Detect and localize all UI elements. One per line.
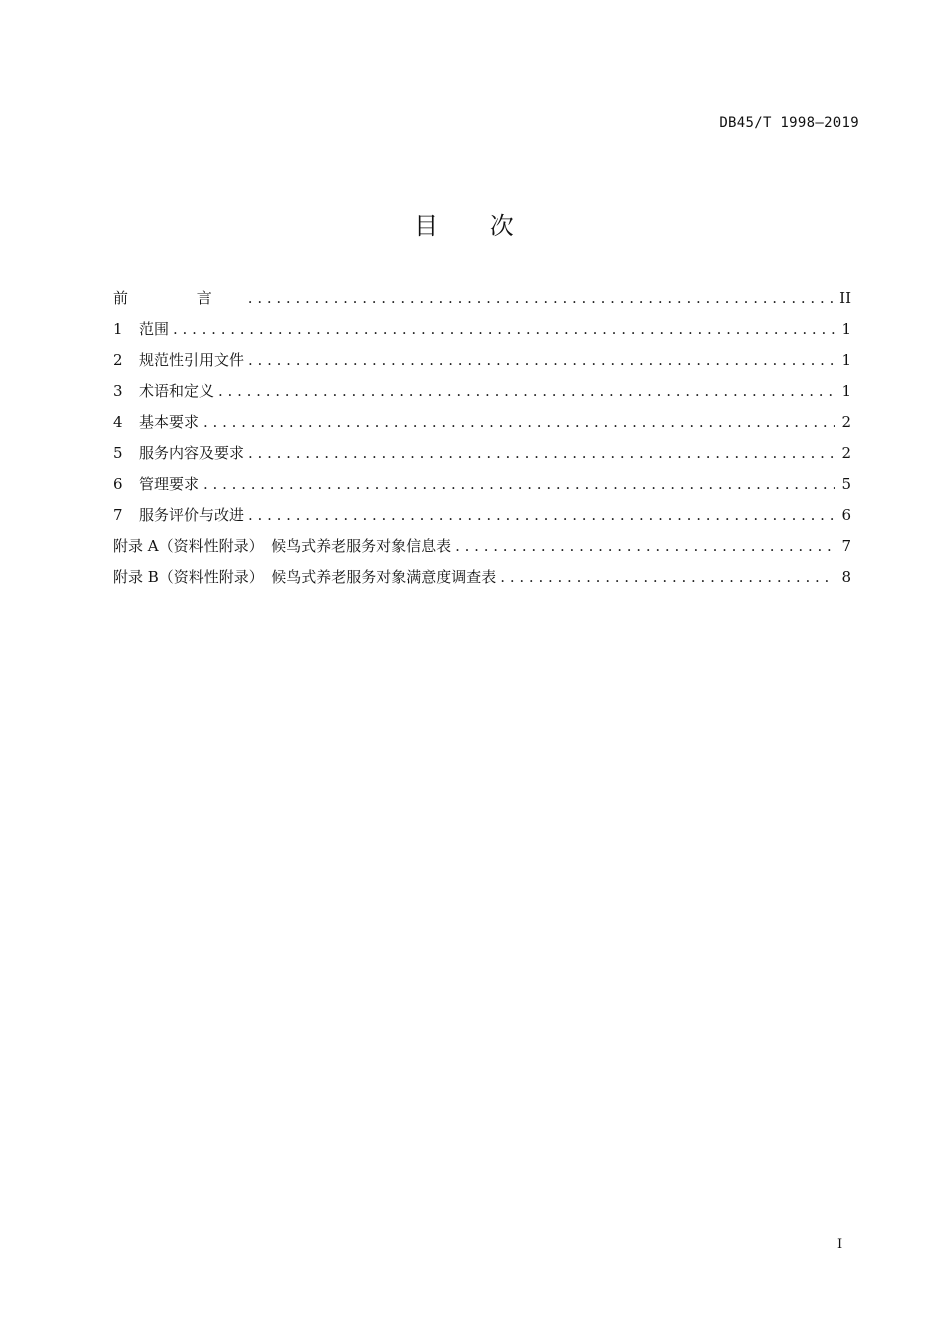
toc-entry-label: 附录 A（资料性附录） 候鸟式养老服务对象信息表 (113, 537, 452, 555)
toc-leader-dots (455, 537, 835, 555)
toc-entry-terms-definitions[interactable] (113, 380, 851, 411)
toc-leader-dots (203, 475, 835, 493)
toc-entry-scope[interactable] (113, 318, 851, 349)
toc-entry-page: 1 (841, 382, 851, 400)
toc-entry-number: 5 (113, 444, 123, 462)
toc-leader-dots (218, 382, 835, 400)
toc-entry-label: 前 言 (113, 289, 244, 307)
toc-entry-label: 附录 B（资料性附录） 候鸟式养老服务对象满意度调查表 (113, 568, 497, 586)
toc-entry-label: 基本要求 (139, 413, 200, 431)
toc-entry-label: 术语和定义 (139, 382, 215, 400)
toc-leader-dots (203, 413, 835, 431)
toc-entry-label: 规范性引用文件 (139, 351, 245, 369)
toc-entry-appendix-a[interactable] (113, 535, 851, 566)
toc-leader-dots (248, 506, 835, 524)
toc-entry-service-evaluation[interactable] (113, 504, 851, 535)
toc-entry-label: 服务评价与改进 (139, 506, 245, 524)
table-of-contents (113, 287, 851, 597)
toc-entry-page: 5 (841, 475, 851, 493)
toc-leader-dots (500, 568, 835, 586)
toc-entry-page: 2 (841, 444, 851, 462)
toc-leader-dots (248, 444, 835, 462)
page-title: 目 次 (414, 212, 536, 240)
toc-entry-number: 7 (113, 506, 123, 524)
toc-entry-basic-requirements[interactable] (113, 411, 851, 442)
toc-entry-page: II (839, 289, 851, 307)
toc-entry-number: 4 (113, 413, 123, 431)
toc-entry-page: 8 (841, 568, 851, 586)
toc-entry-page: 1 (841, 351, 851, 369)
toc-entry-label: 管理要求 (139, 475, 200, 493)
toc-entry-normative-references[interactable] (113, 349, 851, 380)
toc-entry-page: 6 (841, 506, 851, 524)
toc-entry-label: 范围 (139, 320, 170, 338)
document-code: DB45/T 1998—2019 (719, 115, 859, 131)
toc-entry-page: 2 (841, 413, 851, 431)
toc-entry-management-requirements[interactable] (113, 473, 851, 504)
toc-entry-service-content[interactable] (113, 442, 851, 473)
toc-entry-number: 3 (113, 382, 123, 400)
toc-entry-number: 2 (113, 351, 123, 369)
toc-entry-label: 服务内容及要求 (139, 444, 245, 462)
toc-entry-preface[interactable] (113, 287, 851, 318)
toc-entry-appendix-b[interactable] (113, 566, 851, 597)
toc-entry-page: 1 (841, 320, 851, 338)
toc-entry-number: 6 (113, 475, 123, 493)
toc-leader-dots (248, 289, 833, 307)
toc-entry-number: 1 (113, 320, 123, 338)
toc-leader-dots (248, 351, 835, 369)
toc-leader-dots (173, 320, 835, 338)
page-number: I (837, 1237, 843, 1252)
toc-entry-page: 7 (841, 537, 851, 555)
